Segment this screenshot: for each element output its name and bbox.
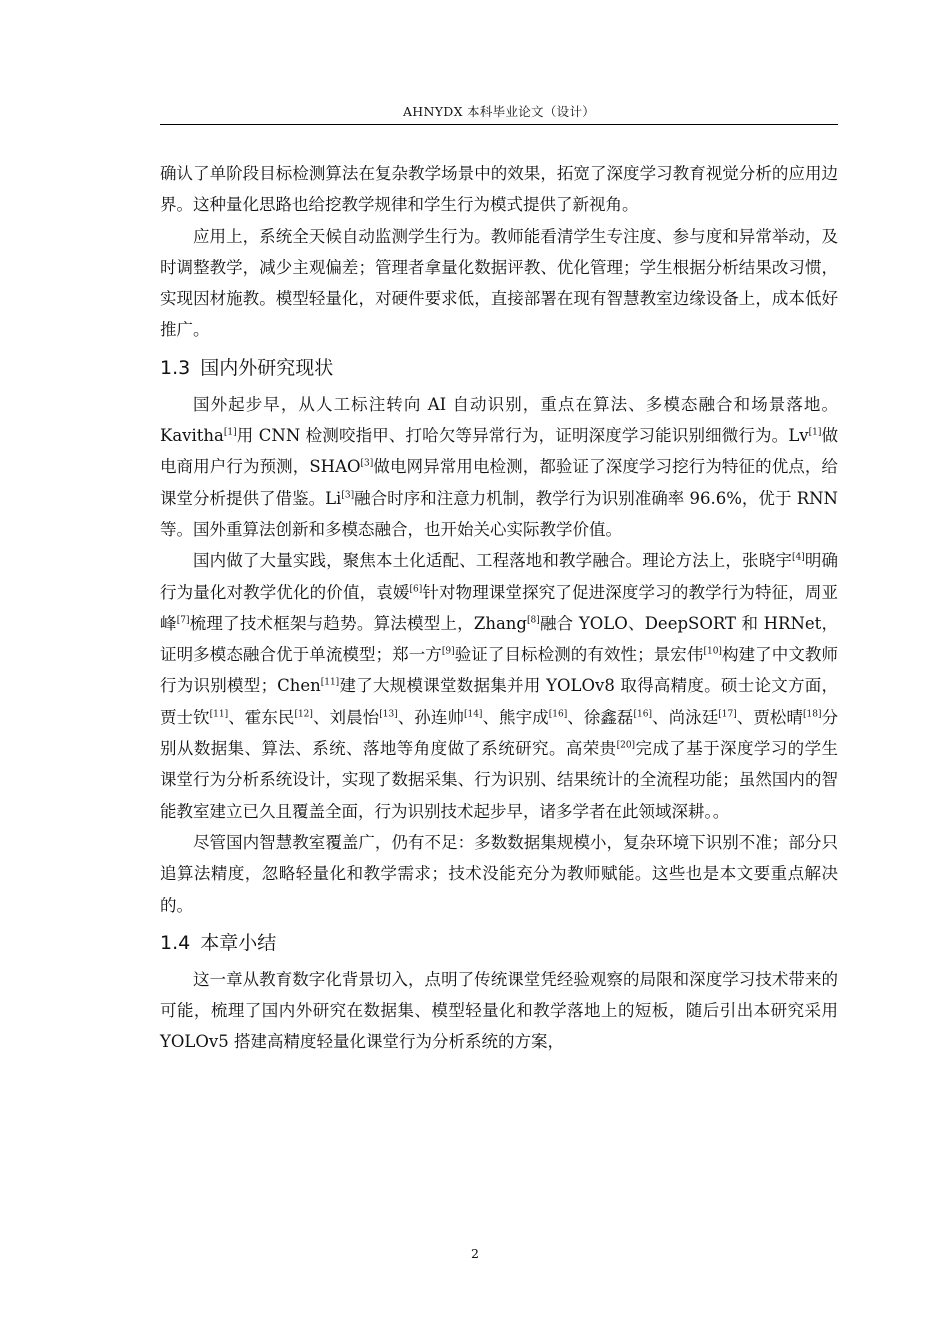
citation: [3] (341, 489, 355, 500)
text-run: 用 CNN 检测咬指甲、打哈欠等异常行为，证明深度学习能识别细微行为。Lv (236, 426, 809, 446)
text-run: 融合时序和注意力机制，教学行为识别准确率 96.6%，优于 RNN 等。国外重算法创新和多模态融合，也开始关心实际教学价值。 (160, 488, 838, 539)
text-run: 分别从数据集、算法、系统、落地等角度做了系统研究。高荣贵 (160, 707, 839, 759)
text-run: 明确行为量化对教学优化的价值，袁媛 (160, 551, 839, 602)
section-number: 1.3 (160, 356, 191, 379)
citation: [9] (441, 646, 455, 657)
citation: [12] (294, 709, 313, 719)
text-run: 、尚泳廷 (651, 707, 719, 727)
header-rule (160, 124, 838, 125)
section-heading (160, 353, 838, 384)
text-run: 建了大规模课堂数据集并用 YOLOv8 取得高精度。硕士论文方面，贾士钦 (160, 676, 838, 727)
text-run: 、孙连帅 (397, 707, 464, 727)
body-text (160, 158, 838, 1058)
section-number: 1.4 (160, 931, 191, 954)
text-run: 、霍东民 (228, 707, 295, 727)
citation: [4] (791, 552, 805, 563)
text-run: 做电网异常用电检测，都验证了深度学习挖行为特征的优点，给课堂分析提供了借鉴。Li (160, 457, 838, 508)
citation: [10] (703, 646, 722, 657)
paragraph: 尽管国内智慧教室覆盖广，仍有不足：多数数据集规模小，复杂环境下识别不准；部分只追算法精度，忽略轻量化和教学需求；技术没能充分为教师赋能。这些也是本文要重点解决的。 (160, 832, 838, 915)
text-run: 、徐鑫磊 (567, 707, 634, 727)
paragraph (160, 545, 838, 827)
citation: [17] (718, 709, 737, 719)
citation: [11] (320, 677, 340, 688)
text-run: 、熊宇成 (482, 707, 549, 727)
citation: [16] (633, 709, 652, 719)
section-title: 本章小结 (200, 931, 277, 954)
citation: [14] (463, 709, 483, 719)
text-run: 国外起步早，从人工标注转向 AI 自动识别，重点在算法、多模态融合和场景落地。Kavitha (160, 394, 838, 446)
citation: [7] (176, 615, 190, 626)
citation: [13] (379, 709, 398, 719)
paragraph (160, 389, 838, 545)
text-run: 融合 YOLO、DeepSORT 和 HRNet，证明多模态融合优于单流模型；郑一方 (160, 613, 838, 665)
text-run: 国内做了大量实践，聚焦本土化适配、工程落地和教学融合。理论方法上，张晓宇 (193, 551, 792, 571)
citation: [6] (409, 583, 423, 594)
citation: [8] (527, 615, 540, 626)
text-run: 做电商用户行为预测，SHAO (160, 426, 838, 477)
paragraph: 这一章从教育数字化背景切入，点明了传统课堂凭经验观察的局限和深度学习技术带来的可能，梳理了国内外研究在数据集、模型轻量化和教学落地上的短板，随后引出本研究采用 YOLOv5 搭建高精度轻量化课堂行为分析系统的方案， (160, 969, 838, 1052)
citation: [3] (360, 458, 374, 469)
page-number: 2 (471, 1246, 479, 1261)
text-run: 针对物理课堂探究了促进深度学习的教学行为特征，周亚峰 (160, 582, 839, 633)
text-run: 验证了目标检测的有效性；景宏伟 (454, 645, 704, 665)
citation: [11] (209, 709, 229, 719)
running-header: AHNYDX 本科毕业论文（设计） (402, 104, 596, 119)
citation: [20] (616, 740, 636, 751)
section-title: 国内外研究现状 (200, 356, 334, 379)
text-run: 、刘晨怡 (312, 707, 380, 727)
citation: [16] (548, 709, 568, 719)
text-run: 梳理了技术框架与趋势。算法模型上，Zhang (189, 613, 527, 633)
citation: [1] (808, 427, 822, 438)
citation: [18] (803, 709, 822, 719)
text-run: 构建了中文教师行为识别模型；Chen (160, 645, 839, 696)
text-run: 、贾松晴 (736, 707, 804, 727)
paragraph: 确认了单阶段目标检测算法在复杂教学场景中的效果，拓宽了深度学习教育视觉分析的应用边界。这种量化思路也给挖教学规律和学生行为模式提供了新视角。 (160, 164, 838, 215)
section-heading (160, 928, 838, 959)
text-run: 完成了基于深度学习的学生课堂行为分析系统设计，实现了数据采集、行为识别、结果统计的全流程功能；虽然国内的智能教室建立已久且覆盖全面，行为识别技术起步早，诸多学者在此领域深耕。。 (160, 739, 839, 821)
citation: [1] (223, 427, 237, 438)
paragraph: 应用上，系统全天候自动监测学生行为。教师能看清学生专注度、参与度和异常举动，及时调整教学，减少主观偏差；管理者拿量化数据评教、优化管理；学生根据分析结果改习惯，实现因材施教。模型轻量化，对硬件要求低，直接部署在现有智慧教室边缘设备上，成本低好推广。 (160, 226, 838, 340)
